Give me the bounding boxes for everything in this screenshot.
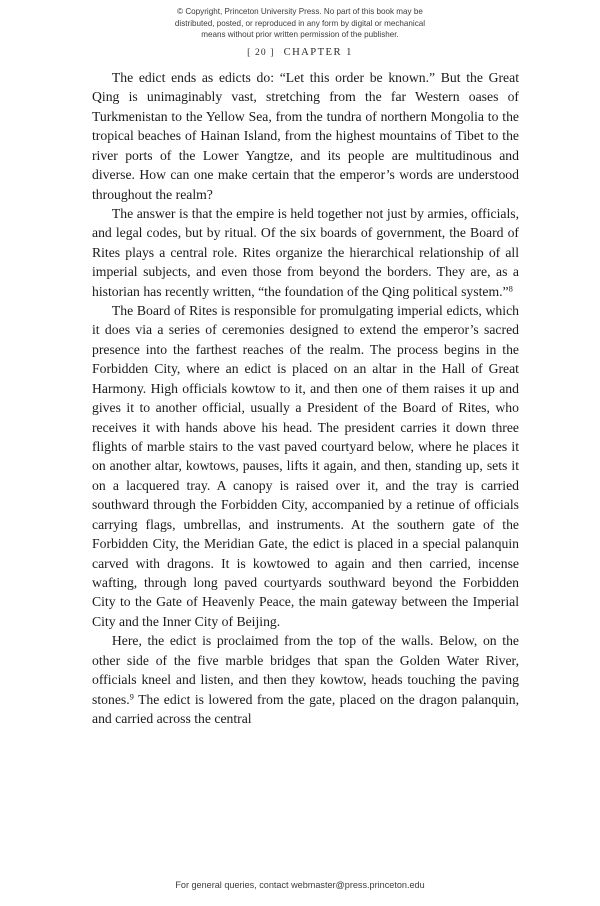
page-folio: [ 20 ] [247,47,275,58]
paragraph-1: The edict ends as edicts do: “Let this order be known.” But the Great Qing is unimaginably vast, stretching from the far Western oases of Turkmenistan to the Yellow Sea, from the tundra of northern Mongolia to the tropical beaches of Hainan Island, from the highest mountains of Tibet to the river ports of the Lower Yangtze, and its people are multitudinous and diverse. How can one make certain that the emperor’s words are understood throughout the realm? [92,70,519,202]
paragraph-2 [92,204,519,301]
body-text-block [92,68,519,728]
paragraph-3: The Board of Rites is responsible for promulgating imperial edicts, which it does via a series of ceremonies designed to extend the emperor’s sacred presence into the farthest reaches of the realm. The process begins in the Forbidden City, where an edict is placed on an altar in the Hall of Great Harmony. High officials kowtow to it, and then one of them raises it up and gives it to another official, usually a President of the Board of Rites, who receives it with hands above his head. The president carries it down three flights of marble stairs to the vast paved courtyard below, where he places it on another altar, kowtows, pauses, lifts it again, and then, standing up, sets it on a lacquered tray. A canopy is raised over it, and the tray is carried southward through the Forbidden City, accompanied by a retinue of officials carrying flags, umbrellas, and instruments. At the southern gate of the Forbidden City, the Meridian Gate, the edict is placed in a special palanquin carved with dragons. It is kowtowed to again and then carried, incense wafting, through long paved courtyards southward beyond the Forbidden City to the Gate of Heavenly Peace, the main gateway between the Imperial City and the Inner City of Beijing. [92,303,519,629]
copyright-line-2: distributed, posted, or reproduced in any form by digital or mechanical [174,18,426,28]
copyright-line-1: © Copyright, Princeton University Press. No part of this book may be [177,7,423,16]
paragraph-4-text-part-1: Here, the edict is proclaimed from the top of the walls. Below, on the other side of the five marble bridges that span the Golden Water River, officials kneel and listen, and then they kowtow, heads touching the paving stones. [92,633,519,707]
copyright-notice [0,6,600,41]
footer-queries-line: For general queries, contact webmaster@press.princeton.edu [175,880,425,890]
footnote-marker-8: 8 [508,283,513,294]
copyright-line-3: means without prior written permission of the publisher. [201,30,399,40]
paragraph-2-text: The answer is that the empire is held together not just by armies, officials, and legal codes, but by ritual. Of the six boards of government, the Board of Rites plays a central role. Rites organize the hierarchical relationship of all imperial subjects, and even those from beyond the borders. They are, as a historian has recently written, “the foundation of the Qing political system.” [92,205,519,299]
paragraph-4-text-part-2: The edict is lowered from the gate, placed on the dragon palanquin, and carried across the central [92,691,519,726]
footnote-marker-9: 9 [129,691,134,702]
paragraph-4 [92,631,519,728]
chapter-label: CHAPTER 1 [283,47,353,58]
running-head [0,47,600,58]
